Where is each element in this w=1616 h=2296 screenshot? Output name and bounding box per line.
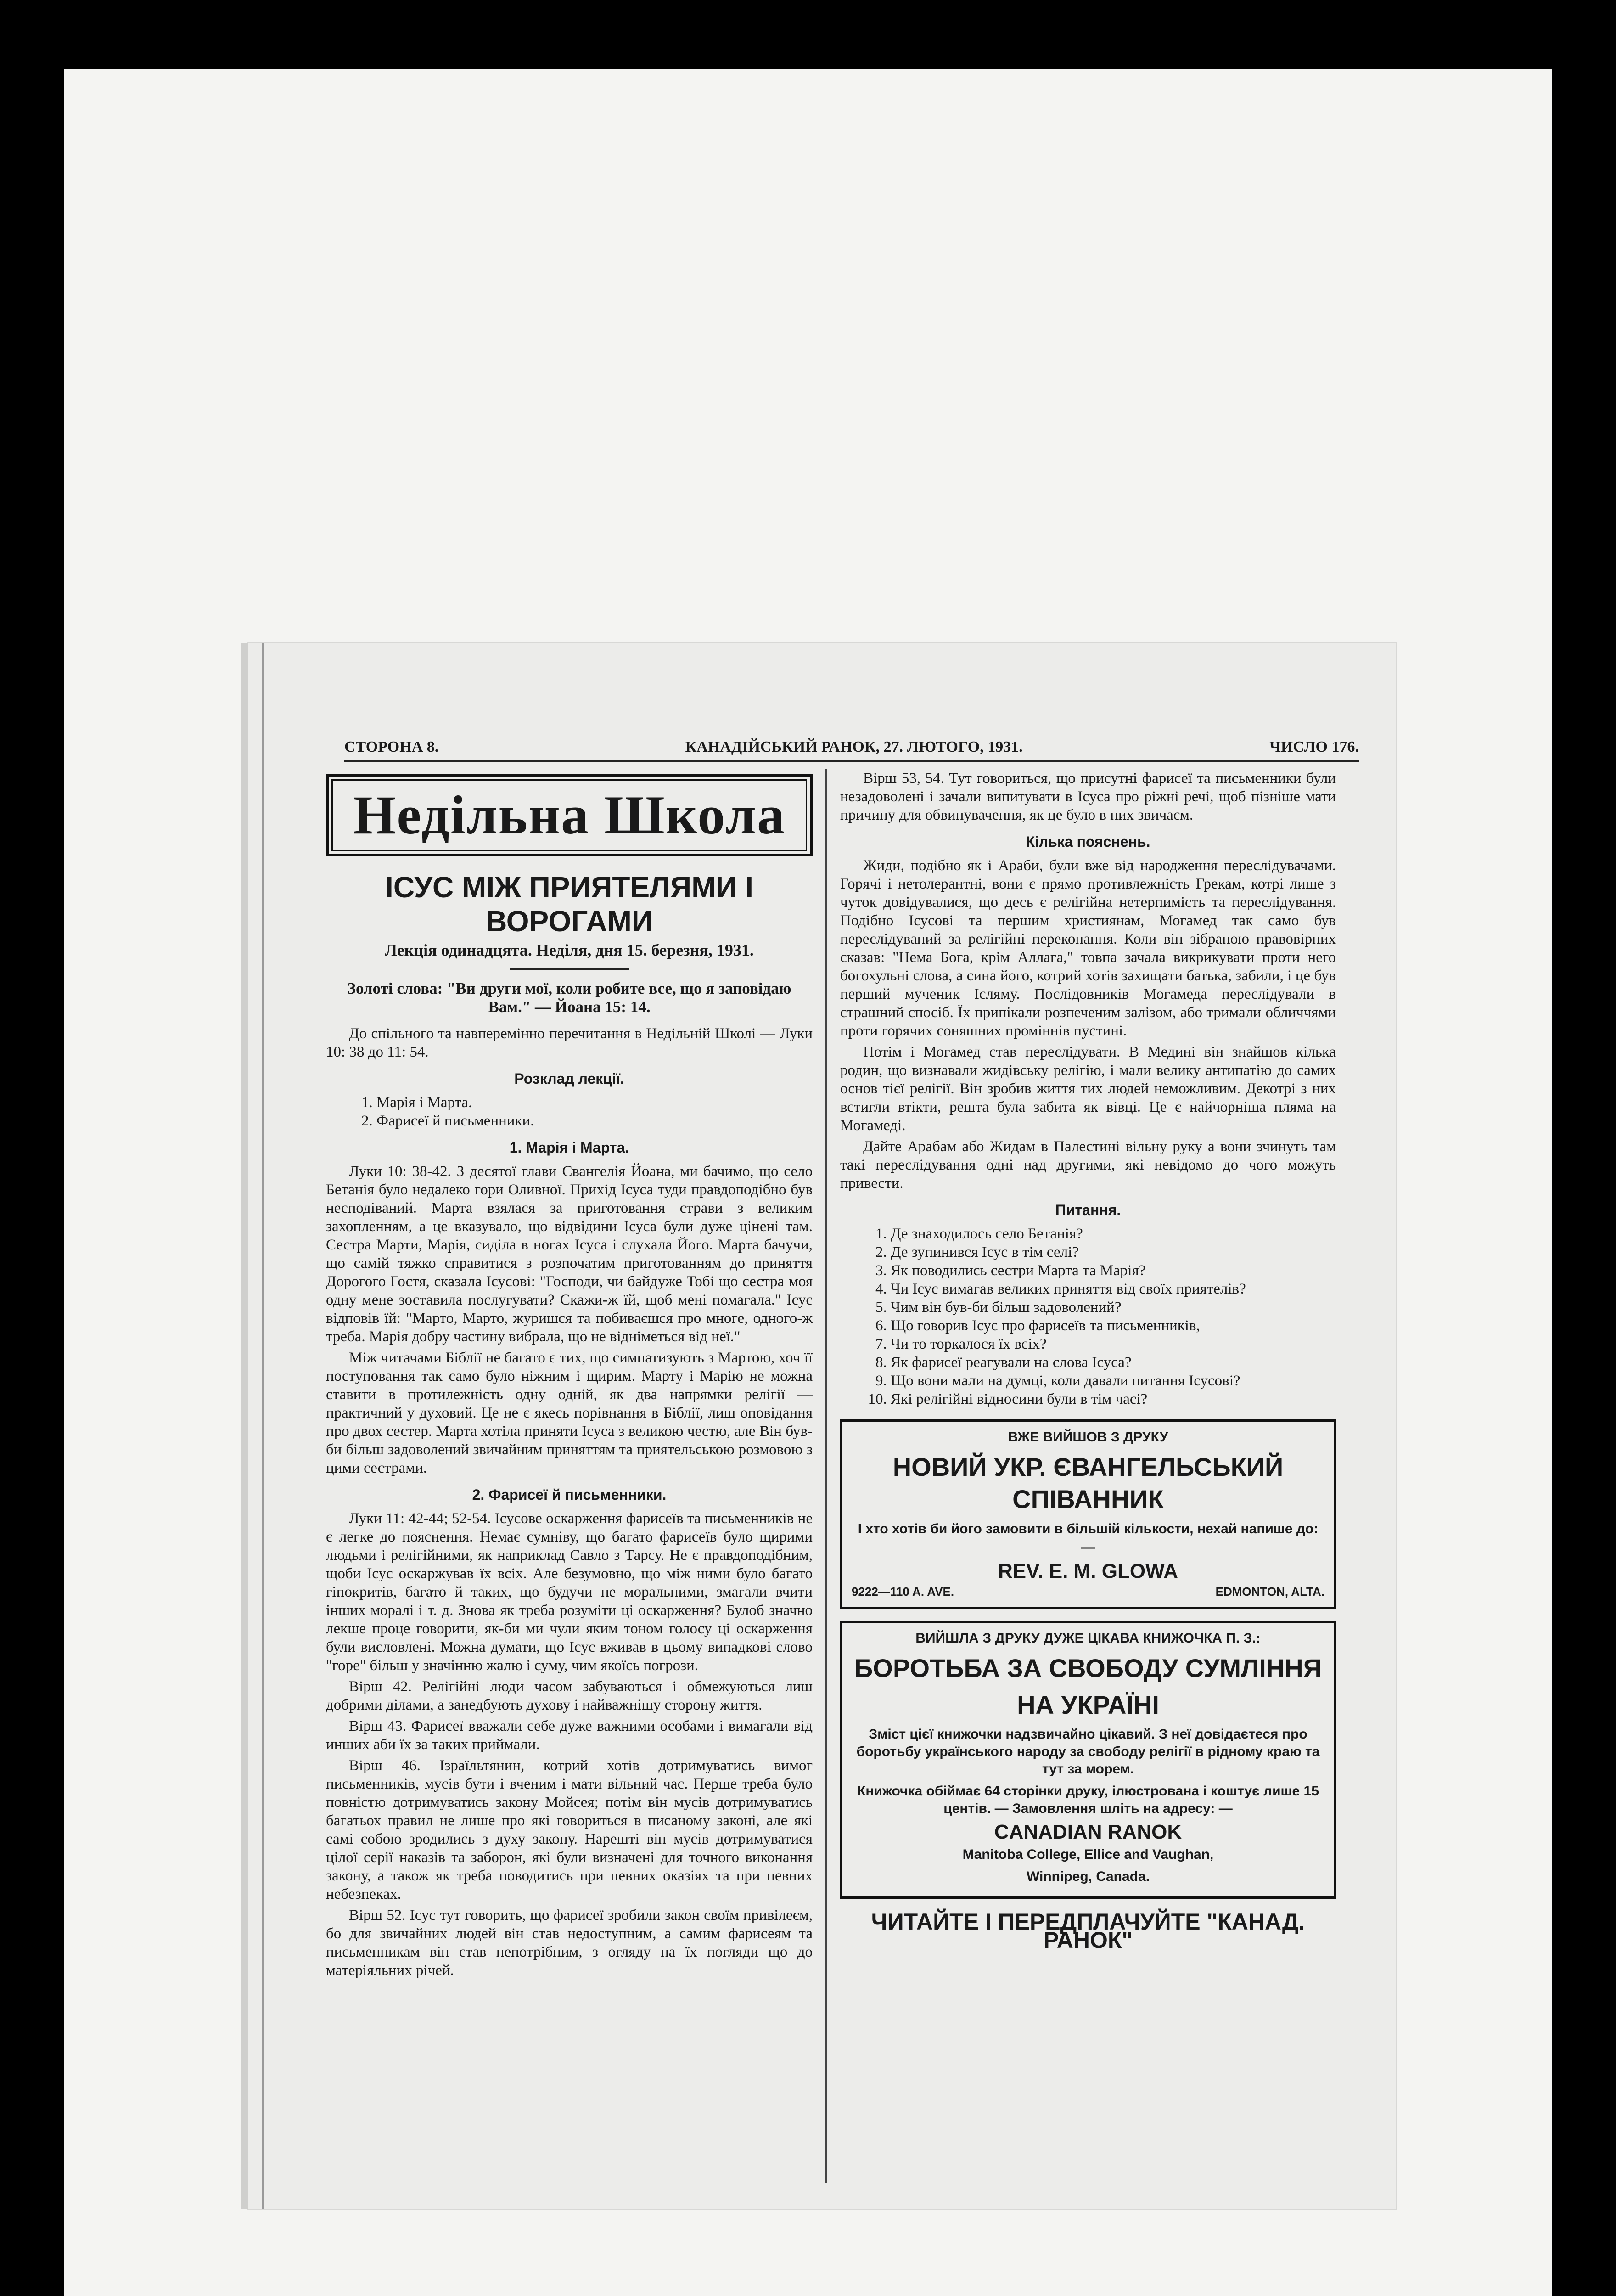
outline-item: 2. Фарисеї й письменники. bbox=[376, 1112, 813, 1130]
ad2-title-line2: НА УКРАЇНІ bbox=[1017, 1690, 1159, 1719]
paper-title-date: КАНАДІЙСЬКИЙ РАНОК, 27. ЛЮТОГО, 1931. bbox=[685, 738, 1023, 755]
intro-paragraph: До спільного та навперемінно перечитання в Недільній Школі — Луки 10: 38 до 11: 54. bbox=[326, 1025, 813, 1060]
question-item: 8. Як фарисеї реагували на слова Ісуса? bbox=[891, 1353, 1336, 1372]
right-column bbox=[840, 769, 1336, 1953]
question-item: 2. Де зупинився Ісус в тім селі? bbox=[891, 1243, 1336, 1261]
outline-list bbox=[358, 1093, 813, 1130]
section2-paragraph: Вірш 52. Ісус тут говорить, що фарисеї зробили закон своїм привілеєм, бо для звичайних людей він став недоступним, а самим фарисеям та письменникам він став непотрібним, з огляду на їх погляди що до матеріяльних річей. bbox=[326, 1907, 813, 1979]
booklet-advertisement bbox=[840, 1621, 1336, 1899]
section2-paragraph: Луки 11: 42-44; 52-54. Ісусове оскарження фарисеїв та письменників не є легке до пояснення. Немає сумніву, що багато фарисеїв було щирими людьми і релігійними, як наприклад Савло з Тарсу. Не є правдоподібним, щоби Ісус оскаржував їх всіх. Але безумовно, що між ними було багато гіпокритів, багато й таких, що будучи не моральними, змагали вчити інших моралі і т. д. Знова як треба розуміти ці оскарження? Булоб значно лекше проце говорити, як-би ми чули яким тоном голосу ці оскарження були висловлені. Можна думати, що Ісус вживав в цьому випадкові слово "горе" більш у значінню жалю і суму, чим якоїсь погрози. bbox=[326, 1510, 813, 1674]
ad2-publisher-name: CANADIAN RANOK bbox=[994, 1821, 1182, 1843]
ad1-street: 9222—110 A. AVE. bbox=[852, 1585, 954, 1598]
question-item: 4. Чи Ісус вимагав великих приняття від своїх приятелів? bbox=[891, 1280, 1336, 1298]
issue-number: ЧИСЛО 176. bbox=[1269, 738, 1359, 755]
ad2-top-line: ВИЙШЛА З ДРУКУ ДУЖЕ ЦІКАВА КНИЖОЧКА П. З.: bbox=[915, 1631, 1261, 1646]
ad1-address-row bbox=[852, 1582, 1324, 1601]
section1-paragraph: Луки 10: 38-42. З десятої глави Євангелія Йоана, ми бачимо, що село Бетанія було недалеко гори Оливної. Прихід Ісуса туди правдоподібно був несподіваний. Марта взялася за приготовання страви з великим захопленням, а це вказувало, що відвідини Ісуса були дуже цінені там. Сестра Марти, Марія, сиділа в ногах Ісуса і слухала Його. Марта бачучи, що самій тяжко справитися з розпочатим приготованням до приняття Дорогого Гостя, сказала Ісусові: "Господи, чи байдуже Тобі що сестра моя одну мене зоставила послугувати? Скажи-ж їй, щоб мені помагала." Ісус відповів їй: "Марто, Марто, журишся та побиваєшся про многе, одного-ж треба. Марія добру частину вибрала, що не відніметься від неї." bbox=[326, 1163, 813, 1345]
newspaper-page bbox=[248, 643, 1396, 2209]
verse-53-54-paragraph: Вірш 53, 54. Тут говориться, що присутні фарисеї та письменники були незадоволені і зачали випитувати в Ісуса про ріжні речі, щоб пізніше мати причину для обвинувачення, як це було в них звичаєм. bbox=[840, 770, 1336, 823]
section1-heading: 1. Марія і Марта. bbox=[509, 1139, 629, 1156]
question-item: 3. Як поводились сестри Марта та Марія? bbox=[891, 1261, 1336, 1280]
column-rule bbox=[825, 769, 827, 2183]
subscribe-slogan: ЧИТАЙТЕ І ПЕРЕДПЛАЧУЙТЕ "КАНАД. РАНОК" bbox=[871, 1909, 1305, 1953]
ad2-title-line1: БОРОТЬБА ЗА СВОБОДУ СУМЛІННЯ bbox=[854, 1654, 1322, 1683]
question-item: 1. Де знаходилось село Бетанія? bbox=[891, 1225, 1336, 1243]
section2-paragraph: Вірш 42. Релігійні люди часом забуваються і обмежуються лиш добрими ділами, а занедбують духову і найважнішу сторону життя. bbox=[326, 1678, 813, 1713]
outline-item: 1. Марія і Марта. bbox=[376, 1093, 813, 1112]
masthead bbox=[326, 774, 813, 856]
ad1-contact-name: REV. E. M. GLOWA bbox=[998, 1560, 1178, 1582]
outline-heading: Розклад лекції. bbox=[514, 1070, 624, 1087]
short-rule bbox=[510, 968, 629, 970]
question-item: 5. Чим він був-би більш задоволений? bbox=[891, 1298, 1336, 1317]
notes-paragraph: Потім і Могамед став переслідувати. В Медині він знайшов кілька родин, що визнавали жидівську релігію, і мали велику антипатію до самих основ тієї релігії. Він зробив життя тих людей неможливим. Декотрі з них встигли втікти, решта була забита як вівці. Це є найчорніша пляма на Могамеді. bbox=[840, 1044, 1336, 1134]
question-item: 6. Що говорив Ісус про фарисеїв та письменників, bbox=[891, 1317, 1336, 1335]
section2-paragraph: Вірш 43. Фарисеї вважали себе дуже важними особами і вимагали від инших аби їх за таких приймали. bbox=[326, 1718, 813, 1753]
notes-paragraph: Жиди, подібно як і Араби, були вже від народження переслідувачами. Горячі і нетолерантні, вони є прямо противлежність Грекам, котрі лише з чуток довідувалися, що десь є релігійна нетерпимість та переслідування. Подібно Ісусові та першим християнам, Могамед так само був переслідуваний за релігійні переконання. Коли він зібраною правовірних сказав: "Нема Бога, крім Аллага," товпа зачала викрикувати проти него богохульні слова, а сина його, котрий хотів захищати батька, забили, і це був перший мученик Ісляму. Послідовників Могамеда переслідували в страшний спосіб. Їх припікали розпеченим залізом, або тримали обличчями проти горячих соняшних проміннів пустині. bbox=[840, 857, 1336, 1039]
golden-words: Золоті слова: "Ви други мої, коли робите все, що я заповідаю Вам." — Йоана 15: 14. bbox=[347, 979, 791, 1016]
question-item: 9. Що вони мали на думці, коли давали питання Ісусові? bbox=[891, 1372, 1336, 1390]
running-head bbox=[344, 738, 1359, 762]
question-item: 10. Які релігійні відносини були в тім часі? bbox=[891, 1390, 1336, 1408]
questions-heading: Питання. bbox=[1055, 1202, 1121, 1218]
masthead-title: Недільна Школа bbox=[331, 779, 807, 851]
section2-heading: 2. Фарисеї й письменники. bbox=[472, 1486, 667, 1503]
ad1-body: І хто хотів би його замовити в більшій кількости, нехай напише до: — bbox=[858, 1521, 1319, 1555]
ad2-body1: Зміст цієї книжочки надзвичайно цікавий. З неї довідаєтеся про боротьбу українського народу за свободу релігії в рідному краю та тут за морем. bbox=[856, 1727, 1320, 1777]
question-item: 7. Чи то торкалося їх всіх? bbox=[891, 1335, 1336, 1353]
ad2-body2: Книжочка обіймає 64 сторінки друку, ілюстрована і коштує лише 15 центів. — Замовлення шліть на адресу: — bbox=[857, 1784, 1319, 1816]
hymnal-advertisement bbox=[840, 1419, 1336, 1609]
ad1-city: EDMONTON, ALTA. bbox=[1215, 1585, 1324, 1598]
article-headline: ІСУС МІЖ ПРИЯТЕЛЯМИ І ВОРОГАМИ bbox=[385, 871, 753, 938]
ad2-address1: Manitoba College, Ellice and Vaughan, bbox=[962, 1847, 1214, 1862]
notes-heading: Кілька пояснень. bbox=[1026, 833, 1150, 850]
ad2-address2: Winnipeg, Canada. bbox=[1026, 1869, 1150, 1884]
ad1-top-line: ВЖЕ ВИЙШОВ З ДРУКУ bbox=[1008, 1429, 1168, 1445]
article-subhead: Лекція одинадцята. Неділя, дня 15. березня, 1931. bbox=[385, 941, 754, 959]
section1-paragraph: Між читачами Біблії не багато є тих, що симпатизують з Мартою, хоч її поступовання так само було ніжним і щирим. Марту і Марію не можна ставити в протилежність одну одній, як два напрямки релігії — практичний у духовий. Це не є якесь порівнання в Біблії, лиш оповідання про двох сестер. Марта хотіла приняти Ісуса з великою честю, але Він був-би більш задоволений звичайним приняттям та приятельською розмовою з цими сестрами. bbox=[326, 1350, 813, 1476]
left-column bbox=[326, 769, 813, 1982]
notes-paragraph: Дайте Арабам або Жидам в Палестині вільну руку а вони зчинуть там такі переслідування одні над другими, які невідомо до чого можуть привести. bbox=[840, 1138, 1336, 1192]
questions-list bbox=[872, 1225, 1336, 1408]
ad1-title: НОВИЙ УКР. ЄВАНГЕЛЬСЬКИЙ СПІВАННИК bbox=[892, 1452, 1284, 1514]
page-number: СТОРОНА 8. bbox=[344, 738, 439, 755]
section2-paragraph: Вірш 46. Ізраїльтянин, котрий хотів дотримуватись вимог письменників, мусів бути і вченим і мати вільний час. Перше треба було повністю дотримуватись закону Мойсея; потім він мусів дотримуватись багатьох правил не лише про які говориться в писаному законі, але які самі собою зродились з духу закону. Нарешті він мусів дотримуватися цілої серії наказів та заборон, які були визначені для точного виконання закону, а також як треба поводитись при певних оказіях та при певних небезпеках. bbox=[326, 1757, 813, 1902]
